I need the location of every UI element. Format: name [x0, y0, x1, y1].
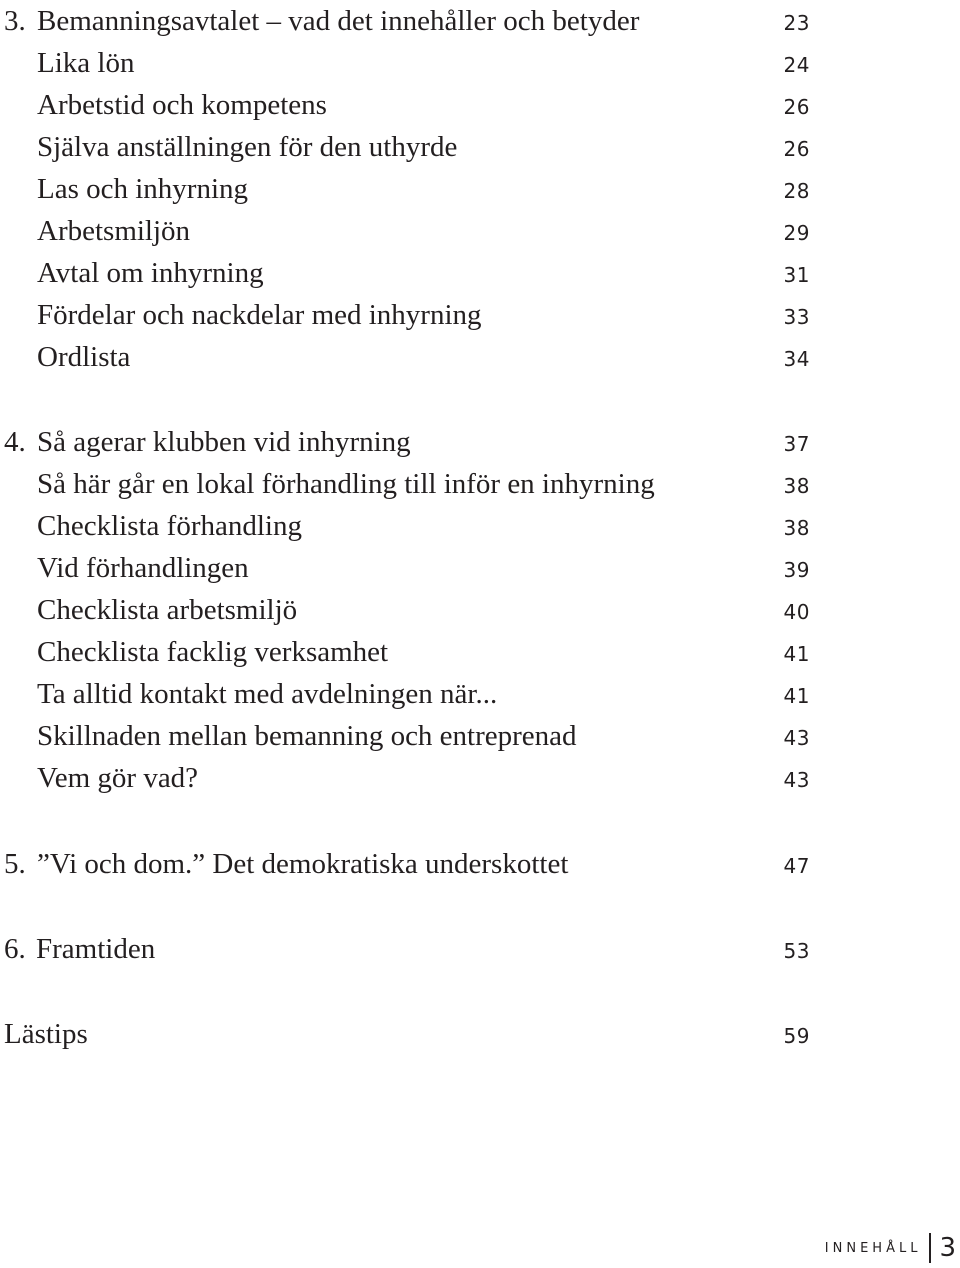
toc-entry: [0, 673, 810, 715]
page-number: 43: [783, 768, 810, 792]
page-number: 24: [783, 53, 810, 77]
page-number: 38: [783, 516, 810, 540]
chapter-title: Så agerar klubben vid inhyrning: [37, 426, 411, 458]
chapter-number: 4.: [4, 426, 26, 458]
page-number: 33: [783, 305, 810, 329]
entry-title: Arbetstid och kompetens: [37, 89, 327, 121]
page-number: 26: [783, 137, 810, 161]
toc-entry: [0, 547, 810, 589]
entry-title: Las och inhyrning: [37, 173, 249, 205]
page-number: 26: [783, 95, 810, 119]
toc-entry: [0, 505, 810, 547]
entry-title: Checklista facklig verksamhet: [37, 636, 389, 668]
page-number: 29: [783, 221, 810, 245]
chapter-title: ”Vi och dom.” Det demokratiska underskottet: [37, 848, 569, 880]
page-number: 37: [783, 432, 810, 456]
page-footer: [825, 1228, 956, 1268]
entry-title: Skillnaden mellan bemanning och entreprenad: [37, 720, 577, 752]
entry-title: Själva anställningen för den uthyrde: [37, 131, 458, 163]
toc-entry: [0, 757, 810, 799]
page-number: 41: [783, 684, 810, 708]
toc-entry: [0, 84, 810, 126]
entry-title: Checklista arbetsmiljö: [37, 594, 298, 626]
toc-chapter-6: [0, 928, 810, 970]
toc-entry: [0, 589, 810, 631]
entry-title: Checklista förhandling: [37, 510, 302, 542]
chapter-title: Lästips: [4, 1018, 88, 1050]
page-number: 59: [783, 1024, 810, 1048]
toc-chapter-4: [0, 421, 810, 463]
page-number: 47: [783, 854, 810, 878]
footer-divider: [929, 1233, 931, 1263]
page-number: 40: [783, 600, 810, 624]
chapter-title: Framtiden: [36, 933, 156, 965]
toc-chapter-3: [0, 0, 810, 42]
toc-entry: [0, 715, 810, 757]
chapter-number: 5.: [4, 848, 26, 880]
toc-entry: [0, 252, 810, 294]
page-number: 41: [783, 642, 810, 666]
page-number: 39: [783, 558, 810, 582]
page-number: 28: [783, 179, 810, 203]
toc-entry: [0, 463, 810, 505]
toc-entry: [0, 168, 810, 210]
entry-title: Vem gör vad?: [37, 762, 199, 794]
entry-title: Vid förhandlingen: [37, 552, 249, 584]
entry-title: Ta alltid kontakt med avdelningen när...: [37, 678, 498, 710]
page-number: 34: [783, 347, 810, 371]
page-number: 43: [783, 726, 810, 750]
entry-title: Avtal om inhyrning: [37, 257, 264, 289]
footer-section-label: INNEHÅLL: [824, 1240, 922, 1256]
entry-title: Lika lön: [37, 47, 135, 79]
chapter-number: 6.: [4, 933, 26, 965]
toc-entry: [0, 294, 810, 336]
entry-title: Fördelar och nackdelar med inhyrning: [37, 299, 482, 331]
chapter-title: Bemanningsavtalet – vad det innehåller och betyder: [37, 5, 640, 37]
chapter-number: 3.: [4, 5, 26, 37]
toc-entry: [0, 210, 810, 252]
toc-entry: [0, 42, 810, 84]
toc-entry: [0, 126, 810, 168]
toc-chapter-5: [0, 843, 810, 885]
entry-title: Ordlista: [37, 341, 131, 373]
entry-title: Arbetsmiljön: [37, 215, 191, 247]
toc-entry: [0, 631, 810, 673]
footer-page-number: 3: [939, 1233, 956, 1263]
entry-title: Så här går en lokal förhandling till inför en inhyrning: [37, 468, 655, 500]
page-number: 23: [783, 11, 810, 35]
page-number: 53: [783, 939, 810, 963]
toc-entry: [0, 336, 810, 378]
toc-lastips: [0, 1013, 810, 1055]
page-number: 38: [783, 474, 810, 498]
page-number: 31: [783, 263, 810, 287]
